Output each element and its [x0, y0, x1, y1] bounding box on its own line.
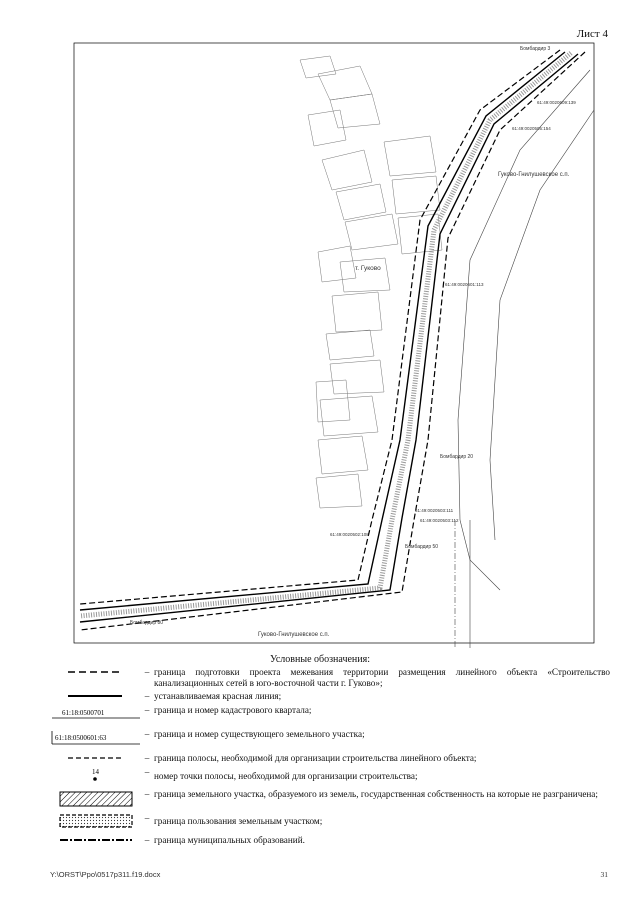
legend-symbol-hatched — [50, 789, 140, 811]
legend-item: – устанавливаемая красная линия; — [50, 691, 610, 703]
legend-text: граница муниципальных образований. — [154, 835, 305, 845]
parcel-label: 61:18:0500601:63 — [55, 734, 107, 742]
cadastral-label: 61:49:0020503:111 — [415, 508, 454, 513]
cadastral-label: 61:49:0020601:113 — [445, 282, 484, 287]
point-label: Бомбардир 80 — [130, 620, 164, 626]
legend — [50, 667, 610, 847]
legend-item: 61:18:0500701 – граница и номер кадастрового квартала; — [50, 705, 610, 721]
cadastral-label: 61:49:0020502:108 — [330, 532, 369, 537]
quarter-label: 61:18:0500701 — [62, 709, 105, 717]
legend-item: 61:18:0500601:63 – граница и номер существующего земельного участка; — [50, 729, 610, 745]
legend-item: – граница муниципальных образований. — [50, 835, 610, 847]
corridor — [80, 50, 585, 630]
map-frame — [74, 43, 594, 643]
point-label: Бомбардир 50 — [405, 544, 439, 550]
legend-title: Условные обозначения: — [269, 654, 370, 665]
place-town-label: т. Гуково — [355, 265, 381, 272]
legend-symbol-dash-dot — [50, 835, 140, 847]
place-rural-label-1: Гуково-Гнилушевское с.п. — [498, 172, 570, 178]
legend-text: номер точки полосы, необходимой для организации строительства; — [154, 771, 418, 781]
legend-symbol-point — [50, 767, 140, 783]
map-labels — [130, 46, 576, 638]
legend-text: граница пользования земельным участком; — [154, 816, 323, 826]
legend-symbol-dashed — [50, 667, 140, 679]
legend-item: – граница подготовки проекта межевания территории размещения линейного объекта «Строительство канализационных сетей в юго-восточной части г. Гуково»; — [50, 667, 610, 689]
legend-item: – граница земельного участка, образуемого из земель, государственная собственность на которые не разграничена; — [50, 789, 610, 811]
legend-text: граница подготовки проекта межевания территории размещения линейного объекта «Строительство канализационных сетей в юго-восточной части г. Гуково»; — [154, 667, 610, 688]
legend-text: устанавливаемая красная линия; — [154, 691, 282, 701]
legend-symbol-quarter — [50, 705, 140, 721]
cadastral-label: 61:49:0020505:154 — [512, 126, 551, 131]
legend-text: граница полосы, необходимой для организации строительства линейного объекта; — [154, 753, 477, 763]
footer-path: Y:\ORST\Ppo\0517p311.f19.docx — [50, 870, 161, 879]
legend-text: граница и номер кадастрового квартала; — [154, 705, 312, 715]
legend-text: граница земельного участка, образуемого из земель, государственная собственность на которые не разграничена; — [154, 789, 598, 799]
point-label: Бомбардир 3 — [520, 46, 551, 52]
legend-item: 14 – номер точки полосы, необходимой для организации строительства; — [50, 767, 610, 783]
legend-item: – граница полосы, необходимой для организации строительства линейного объекта; — [50, 753, 610, 765]
cadastral-label: 61:49:0020503:112 — [420, 518, 459, 523]
legend-symbol-parcel — [50, 729, 140, 745]
legend-symbol-dotted — [50, 813, 140, 831]
legend-symbol-solid — [50, 691, 140, 703]
legend-symbol-dashed-medium — [50, 753, 140, 765]
legend-text: граница и номер существующего земельного участка; — [154, 729, 365, 739]
point-number-label: 14 — [92, 768, 99, 776]
page-number: 31 — [600, 870, 608, 879]
legend-item: – граница пользования земельным участком; — [50, 813, 610, 831]
cadastral-label: 61:49:0020609:139 — [537, 100, 576, 105]
point-label: Бомбардир 20 — [440, 454, 474, 460]
place-rural-label-2: Гуково-Гнилушевское с.п. — [258, 632, 330, 638]
right-boundaries — [455, 70, 594, 648]
sheet-label: Лист 4 — [576, 28, 608, 40]
